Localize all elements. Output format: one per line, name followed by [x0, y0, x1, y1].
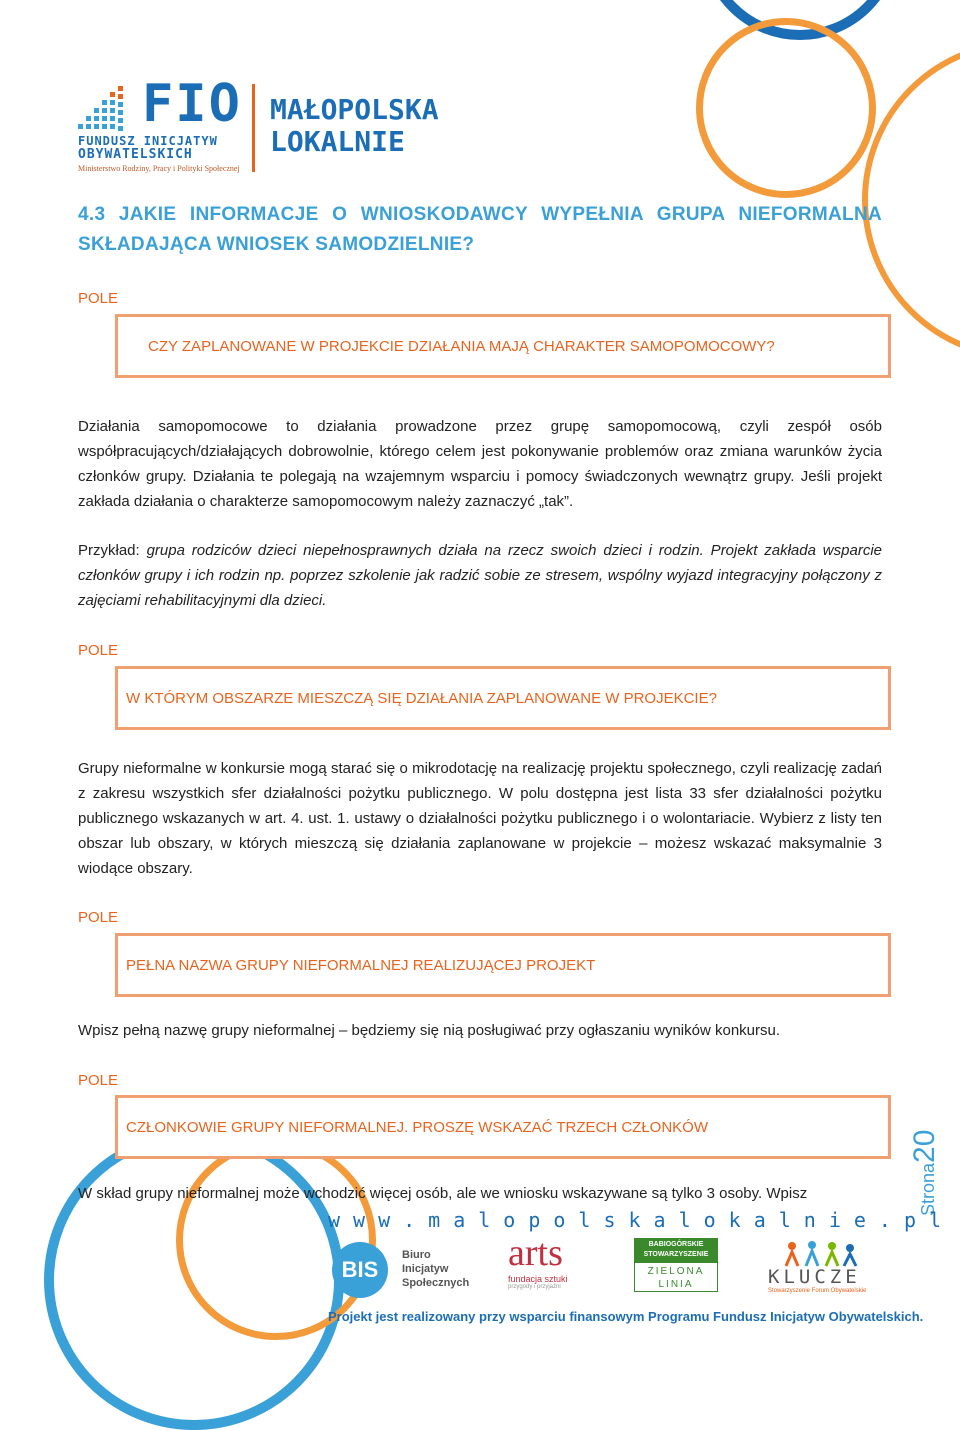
pole-label-4: POLE — [78, 1072, 119, 1089]
field-box-samopomocowy — [115, 314, 891, 378]
bis-circle-icon — [332, 1242, 388, 1298]
paragraph-example — [78, 538, 882, 613]
footer-funding-note: Projekt jest realizowany przy wsparciu finansowym Programu Fundusz Inicjatyw Obywatelskich. — [328, 1309, 924, 1324]
decor-ring-orange-top — [696, 18, 876, 198]
zl-top1: BABIOGÓRSKIE — [648, 1241, 704, 1248]
paragraph-czlonkowie: W skład grupy nieformalnej może wchodzić więcej osób, ale we wniosku wskazywane są tylko 3 osoby. Wpisz — [78, 1185, 808, 1202]
bis-mark: BIS — [341, 1257, 379, 1282]
fio-logo-text: FIO — [142, 74, 242, 134]
arts-sub2: przygody i przyjaźni — [508, 1284, 561, 1290]
paragraph-samopomoc: Działania samopomocowe to działania prowadzone przez grupę samopomocową, czyli zespół osób współpracujących/działających dobrowolnie, którego celem jest pokonywanie problemów oraz zmiana warunków życia członków grupy. Działania te polegają na wzajemnym wsparciu i pomocy świadczonych wewnątrz grupy. Jeśli projekt zakłada działania o charakterze samopomocowym należy zaznaczyć „tak”. — [78, 418, 882, 510]
ml-line2: LOKALNIE — [270, 125, 405, 158]
zielona-linia-logo — [634, 1238, 718, 1296]
arts-wordmark: arts — [508, 1232, 563, 1274]
footer-url[interactable]: www.malopolskalokalnie.pl — [328, 1208, 955, 1232]
fio-logo — [78, 74, 248, 176]
example-text: grupa rodziców dzieci niepełnosprawnych działa na rzecz swoich dzieci i rodzin. Projekt zakłada wsparcie członków grupy i ich rodzin np. poprzez szkolenie jak radzić sobie ze stresem, wspólny wyjazd integracyjny połączony z zajęciami rehabilitacyjnymi dla dzieci. — [78, 542, 882, 609]
paragraph-obszar: Grupy nieformalne w konkursie mogą starać się o mikrodotację na realizację projektu społecznego, czyli realizację zadań z zakresu wszystkich sfer działalności pożytku publicznego. W polu dostępna jest lista 33 sfer działalności pożytku publicznego wskazanych w art. 4. ust. 1. ustawy o działalności pożytku publicznego i o wolontariacie. Wybierz z listy ten obszar lub obszary, w których mieszczą się działania zaplanowane w projekcie – możesz wskazać maksymalnie 3 wiodące obszary. — [78, 760, 882, 877]
field-box-label: CZY ZAPLANOWANE W PROJEKCIE DZIAŁANIA MAJĄ CHARAKTER SAMOPOMOCOWY? — [148, 337, 775, 355]
fio-dots-icon — [78, 84, 140, 134]
example-prefix: Przykład: — [78, 542, 147, 559]
field-box-label: W KTÓRYM OBSZARZE MIESZCZĄ SIĘ DZIAŁANIA ZAPLANOWANE W PROJEKCIE? — [126, 689, 717, 707]
klucze-sub: Stowarzyszenie Forum Obywatelskie — [768, 1288, 867, 1294]
section-heading: 4.3 JAKIE INFORMACJE O WNIOSKODAWCY WYPEŁNIA GRUPA NIEFORMALNA SKŁADAJĄCA WNIOSEK SAMODZIELNIE? — [78, 204, 882, 255]
paragraph-nazwa: Wpisz pełną nazwę grupy nieformalnej – będziemy się nią posługiwać przy ogłaszaniu wyników konkursu. — [78, 1022, 781, 1039]
bis-line1: Biuro — [402, 1249, 431, 1261]
zl-top2: STOWARZYSZENIE — [643, 1251, 709, 1258]
ml-line1: MAŁOPOLSKA — [270, 93, 439, 126]
page-number-value: 20 — [908, 1129, 941, 1163]
header-divider — [252, 84, 255, 172]
klucze-wordmark: KLUCZE — [768, 1266, 861, 1288]
pole-label-1: POLE — [78, 290, 119, 307]
zl-line1: ZIELONA — [647, 1266, 705, 1277]
arts-logo — [508, 1232, 590, 1296]
bis-logo — [332, 1238, 472, 1298]
fio-sub1: FUNDUSZ INICJATYW — [78, 134, 218, 148]
field-box-label: PEŁNA NAZWA GRUPY NIEFORMALNEJ REALIZUJĄCEJ PROJEKT — [126, 956, 596, 974]
arts-sub: fundacja sztuki — [508, 1274, 568, 1284]
field-box-label: CZŁONKOWIE GRUPY NIEFORMALNEJ. PROSZĘ WSKAZAĆ TRZECH CZŁONKÓW — [126, 1118, 709, 1136]
field-box-czlonkowie — [115, 1095, 891, 1159]
zl-line2: LINIA — [658, 1279, 694, 1290]
malopolska-lokalnie-logo — [270, 94, 439, 158]
pole-label-2: POLE — [78, 642, 119, 659]
klucze-figures-icon — [780, 1240, 860, 1268]
page-label: Strona — [918, 1162, 938, 1216]
fio-sub2: OBYWATELSKICH — [78, 147, 193, 162]
bis-line3: Społecznych — [402, 1277, 470, 1289]
page-number — [908, 1120, 944, 1220]
bis-line2: Inicjatyw — [402, 1263, 449, 1275]
field-box-obszar — [115, 666, 891, 730]
pole-label-3: POLE — [78, 909, 119, 926]
klucze-logo — [766, 1240, 876, 1296]
field-box-nazwa-grupy — [115, 933, 891, 997]
fio-ministry: Ministerstwo Rodziny, Pracy i Polityki Społecznej — [78, 164, 240, 173]
